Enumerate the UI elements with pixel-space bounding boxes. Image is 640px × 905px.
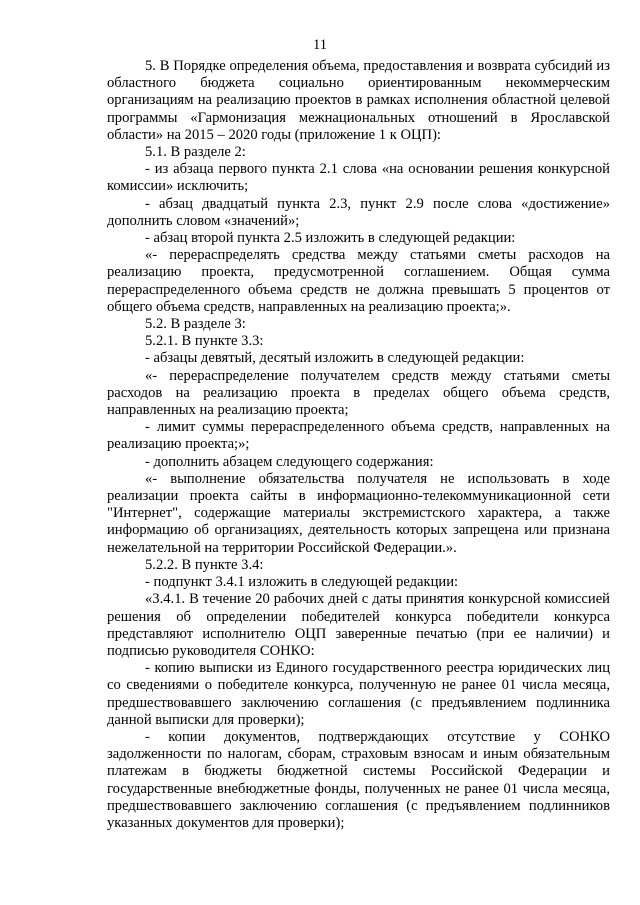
- page-number: 11: [313, 37, 327, 53]
- paragraph-5-2-1-item-1: - абзацы девятый, десятый изложить в следующей редакции:: [145, 350, 525, 367]
- paragraph-5: 5. В Порядке определения объема, предоставления и возврата субсидий из областного бюджета социально ориентированным некоммерческим организациям на реализацию проектов в рамках исполнения областной целевой программы «Гармонизация межнациональных отношений в Ярославской области» на 2015 – 2020 годы (приложение 1 к ОЦП):: [107, 58, 610, 143]
- paragraph-5-1-item-1: - из абзаца первого пункта 2.1 слова «на основании решения конкурсной комиссии» исключить;: [107, 161, 610, 195]
- paragraph-5-1-quote: «- перераспределять средства между статьями сметы расходов на реализацию проекта, предусмотренной соглашением. Общая сумма перераспределенного объема средств не должна превышать 5 процентов от общего объема средств, направленных на реализацию проекта;».: [107, 247, 610, 315]
- paragraph-5-1-heading: 5.1. В разделе 2:: [145, 144, 246, 161]
- paragraph-5-1-item-2: - абзац двадцатый пункта 2.3, пункт 2.9 после слова «достижение» дополнить словом «значений»;: [107, 195, 610, 229]
- paragraph-5-2-1-quote-1: «- перераспределение получателем средств между статьями сметы расходов на реализацию проекта в пределах общего объема средств, направленных на реализацию проекта;: [107, 367, 610, 419]
- paragraph-5-1-item-3: - абзац второй пункта 2.5 изложить в следующей редакции:: [145, 230, 516, 247]
- paragraph-5-2-1-item-2: - дополнить абзацем следующего содержания:: [145, 453, 434, 470]
- paragraph-5-2-2-heading: 5.2.2. В пункте 3.4:: [145, 556, 264, 573]
- paragraph-3-4-1-item-2: - копии документов, подтверждающих отсутствие у СОНКО задолженности по налогам, сборам, страховым взносам и иным обязательным платежам в бюджеты бюджетной системы Российской Федерации и государственные внебюджетные фонды, полученных не ранее 01 числа месяца, предшествовавшего заключению соглашения (с предъявлением подлинников указанных документов для проверки);: [107, 728, 610, 831]
- paragraph-3-4-1: «3.4.1. В течение 20 рабочих дней с даты принятия конкурсной комиссией решения об определении победителей конкурса победители конкурса представляют исполнителю ОЦП заверенные печатью (при ее наличии) и подписью руководителя СОНКО:: [107, 591, 610, 659]
- paragraph-5-2-1-quote-2: - лимит суммы перераспределенного объема средств, направленных на реализацию проекта;»;: [107, 419, 610, 453]
- paragraph-5-2-heading: 5.2. В разделе 3:: [145, 316, 246, 333]
- paragraph-3-4-1-item-1: - копию выписки из Единого государственного реестра юридических лиц со сведениями о победителе конкурса, полученную не ранее 01 числа месяца, предшествовавшего заключению соглашения (с предъявлением подлинника данной выписки для проверки);: [107, 660, 610, 728]
- document-body: [107, 58, 610, 832]
- paragraph-5-2-1-quote-3: «- выполнение обязательства получателя не использовать в ходе реализации проекта сайты в информационно-телекоммуникационной сети "Интернет", содержащие материалы экстремистского характера, а также информацию об организациях, деятельность которых запрещена или признана нежелательной на территории Российской Федерации.».: [107, 470, 610, 556]
- paragraph-5-2-2-item-1: - подпункт 3.4.1 изложить в следующей редакции:: [145, 574, 459, 591]
- paragraph-5-2-1-heading: 5.2.1. В пункте 3.3:: [145, 333, 264, 350]
